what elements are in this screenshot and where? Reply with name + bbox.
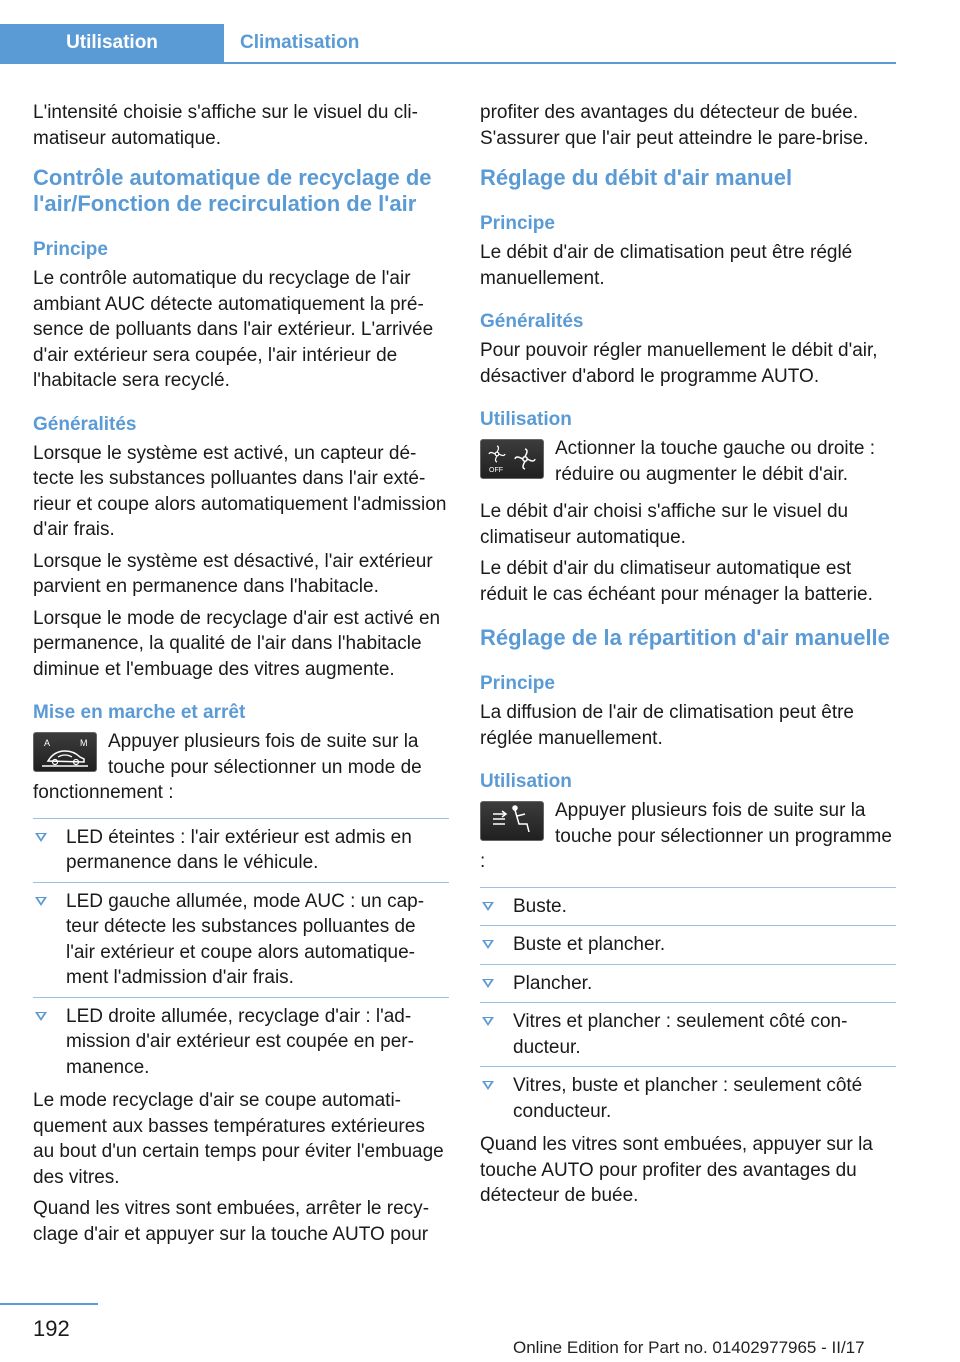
principe-paragraph: Le débit d'air de climatisation peut être réglé manuellement. (480, 242, 853, 289)
intro-paragraph: L'intensité choisie s'affiche sur le visuel du climatiseur automatique. (33, 102, 418, 149)
list-item (480, 1002, 896, 1060)
list-item-text: Plancher. (513, 972, 593, 994)
final-paragraph: Quand les vitres sont embuées, appuyer sur la touche AUTO pour profiter des avantages du détecteur de buée. (480, 1134, 873, 1206)
icon-letter-a: A (44, 738, 51, 748)
list-item (480, 925, 896, 958)
list-item-text: Buste et plancher. (513, 934, 666, 955)
utilisation-block-2 (480, 798, 896, 875)
generalites-paragraph: Pour pouvoir régler manuellement le débit d'air, désactiver d'abord le programme AUTO. (480, 340, 878, 387)
section-heading-repartition: Réglage de la répartition d'air manuelle (480, 625, 890, 650)
subheading-utilisation: Utilisation (480, 409, 572, 430)
section-heading-debit: Réglage du débit d'air manuel (480, 165, 793, 190)
icon-letter-m: M (80, 738, 88, 748)
list-item-text: LED droite allumée, recyclage d'air : l'admission d'air extérieur est coupée en permanence. (66, 1005, 414, 1078)
subheading-utilisation-2: Utilisation (480, 771, 572, 792)
section-heading-auc: Contrôle automatique de recyclage de l'air/Fonction de recirculation de l'air (33, 165, 432, 216)
utilisation-paragraph: Actionner la touche gauche ou droite : réduire ou augmenter le débit d'air. (555, 438, 876, 485)
triangle-bullet-icon (482, 902, 494, 911)
generalites-paragraph-2: Lorsque le système est désactivé, l'air extérieur parvient en permanence dans l'habitacle. (33, 550, 433, 597)
list-item-text: Vitres et plancher : seulement côté conducteur. (513, 1011, 848, 1058)
triangle-bullet-icon (482, 979, 494, 988)
generalites-paragraph-3: Lorsque le mode de recyclage d'air est activé en permanence, la qualité de l'air dans l'habitacle diminue et l'embuage des vitres augmente. (33, 607, 441, 680)
subheading-principe-2: Principe (480, 673, 555, 694)
after-list-paragraph-2: Quand les vitres sont embuées, arrêter le recyclage d'air et appuyer sur la touche AUTO pour (33, 1198, 430, 1245)
subheading-principe: Principe (33, 239, 108, 260)
subheading-generalites: Généralités (480, 311, 584, 332)
mode-list (33, 818, 449, 1083)
footer-divider (0, 1303, 98, 1305)
utilisation-paragraph-2: Appuyer plusieurs fois de suite sur la touche pour sélectionner un programme : (480, 800, 892, 872)
principe-paragraph: Le contrôle automatique du recyclage de l'air ambiant AUC détecte automatiquement la présence de polluants dans l'air extérieur. L'arrivée d'air extérieur sera coupée, l'air intérieur de l'habitacle sera recyclé. (33, 268, 434, 391)
debit-paragraph-2: Le débit d'air du climatiseur automatique est réduit le cas échéant pour ménager la batterie. (480, 558, 873, 605)
icon-off-label: OFF (489, 467, 503, 474)
page-number: 192 (33, 1316, 70, 1341)
subheading-principe: Principe (480, 213, 555, 234)
triangle-bullet-icon (35, 1012, 47, 1021)
list-item (33, 997, 449, 1083)
right-column (480, 100, 896, 1215)
list-item-text: LED gauche allumée, mode AUC : un capteur détecte les substances polluantes de l'air extérieur et coupe alors automatiquement l'admission d'air frais. (66, 890, 425, 988)
edition-note: Online Edition for Part no. 01402977965 - II/17 (513, 1338, 865, 1357)
list-item (33, 818, 449, 876)
list-item (33, 882, 449, 991)
list-item-text: LED éteintes : l'air extérieur est admis en permanence dans le véhicule. (66, 826, 412, 873)
left-column (33, 100, 449, 1253)
list-item-text: Buste. (513, 895, 567, 917)
subheading-marche-arret: Mise en marche et arrêt (33, 702, 246, 723)
triangle-bullet-icon (482, 940, 494, 949)
generalites-paragraph-1: Lorsque le système est activé, un capteur détecte les substances polluantes dans l'air extérieur et coupe alors automatiquement l'admission d'air frais. (33, 442, 447, 540)
principe-paragraph-2: La diffusion de l'air de climatisation peut être réglée manuellement. (480, 702, 854, 749)
header-bar (0, 24, 896, 64)
list-item (480, 887, 896, 920)
air-recirculation-button-icon (33, 732, 97, 772)
continuation-paragraph: profiter des avantages du détecteur de buée. S'assurer que l'air peut atteindre le pare-brise. (480, 102, 869, 149)
triangle-bullet-icon (482, 1017, 494, 1026)
air-distribution-button-icon (480, 801, 544, 841)
after-list-paragraph-1: Le mode recyclage d'air se coupe automatiquement aux basses températures extérieures au bout d'un certain temps pour éviter l'embuage des vitres. (33, 1090, 444, 1188)
list-item (480, 1066, 896, 1126)
marche-arret-paragraph: Appuyer plusieurs fois de suite sur la touche pour sélectionner un mode de fonctionnement : (33, 731, 422, 803)
triangle-bullet-icon (482, 1081, 494, 1090)
program-list (480, 887, 896, 1127)
marche-arret-block (33, 729, 449, 806)
tab-climatisation[interactable]: Climatisation (240, 32, 360, 53)
triangle-bullet-icon (35, 833, 47, 842)
tab-utilisation[interactable]: Utilisation (0, 24, 224, 62)
triangle-bullet-icon (35, 897, 47, 906)
utilisation-block (480, 436, 896, 487)
fan-speed-button-icon (480, 439, 544, 479)
list-item (480, 964, 896, 997)
debit-paragraph-1: Le débit d'air choisi s'affiche sur le visuel du climatiseur automatique. (480, 501, 849, 548)
subheading-generalites: Généralités (33, 413, 137, 435)
list-item-text: Vitres, buste et plancher : seulement côté conducteur. (513, 1075, 863, 1122)
